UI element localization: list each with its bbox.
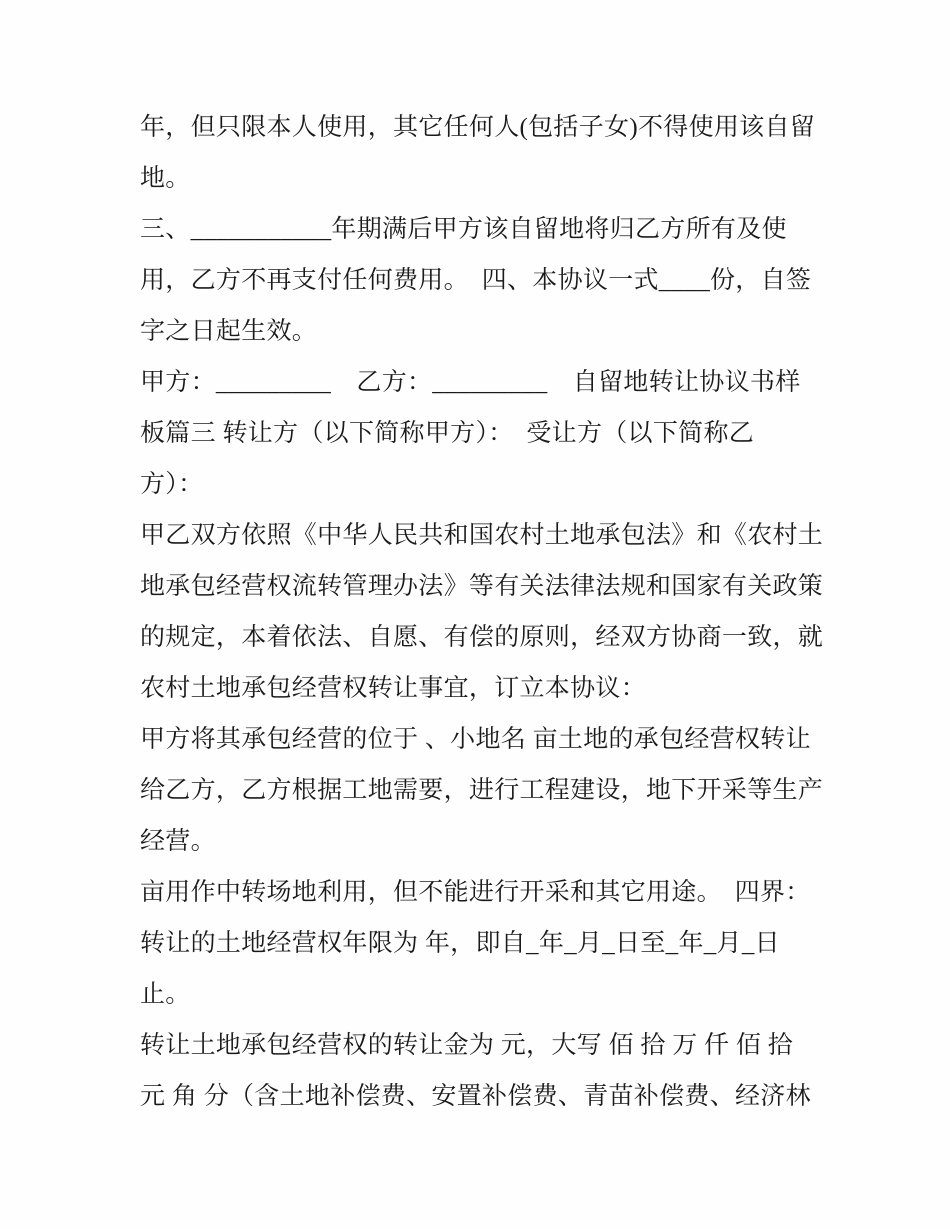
text-line: 三、___________年期满后甲方该自留地将归乙方所有及使: [140, 216, 787, 243]
text-line: 年，但只限本人使用，其它任何人(包括子女)不得使用该自留: [140, 114, 816, 141]
text-line: 地承包经营权流转管理办法》等有关法律法规和国家有关政策: [140, 573, 824, 600]
text-line: 给乙方，乙方根据工地需要，进行工程建设，地下开采等生产: [140, 777, 824, 804]
text-line: 用，乙方不再支付任何费用。 四、本协议一式____份，自签: [140, 267, 812, 294]
text-line: 地。: [140, 165, 191, 192]
document-text-block: [140, 102, 860, 1122]
text-line: 经营。: [140, 828, 216, 855]
text-line: 转让的土地经营权年限为 年，即自_年_月_日至_年_月_日: [140, 930, 780, 957]
text-line: 的规定，本着依法、自愿、有偿的原则，经双方协商一致，就: [140, 624, 824, 651]
text-line: 方）：: [140, 471, 204, 498]
text-line: 农村土地承包经营权转让事宜，订立本协议：: [140, 675, 647, 702]
text-line: 亩用作中转场地利用，但不能进行开采和其它用途。 四界：: [140, 879, 811, 906]
text-line: 转让土地承包经营权的转让金为 元，大写 佰 拾 万 仟 佰 拾: [140, 1032, 794, 1059]
text-line: 止。: [140, 981, 191, 1008]
text-line: 甲乙双方依照《中华人民共和国农村土地承包法》和《农村土: [140, 522, 824, 549]
text-line: 元 角 分（含土地补偿费、安置补偿费、青苗补偿费、经济林: [140, 1083, 811, 1110]
text-line: 甲方：_________ 乙方：_________ 自留地转让协议书样: [140, 369, 801, 396]
text-line: 字之日起生效。: [140, 318, 318, 345]
text-line: 板篇三 转让方（以下简称甲方）： 受让方（以下简称乙: [140, 420, 755, 447]
text-line: 甲方将其承包经营的位于 、小地名 亩土地的承包经营权转让: [140, 726, 811, 753]
